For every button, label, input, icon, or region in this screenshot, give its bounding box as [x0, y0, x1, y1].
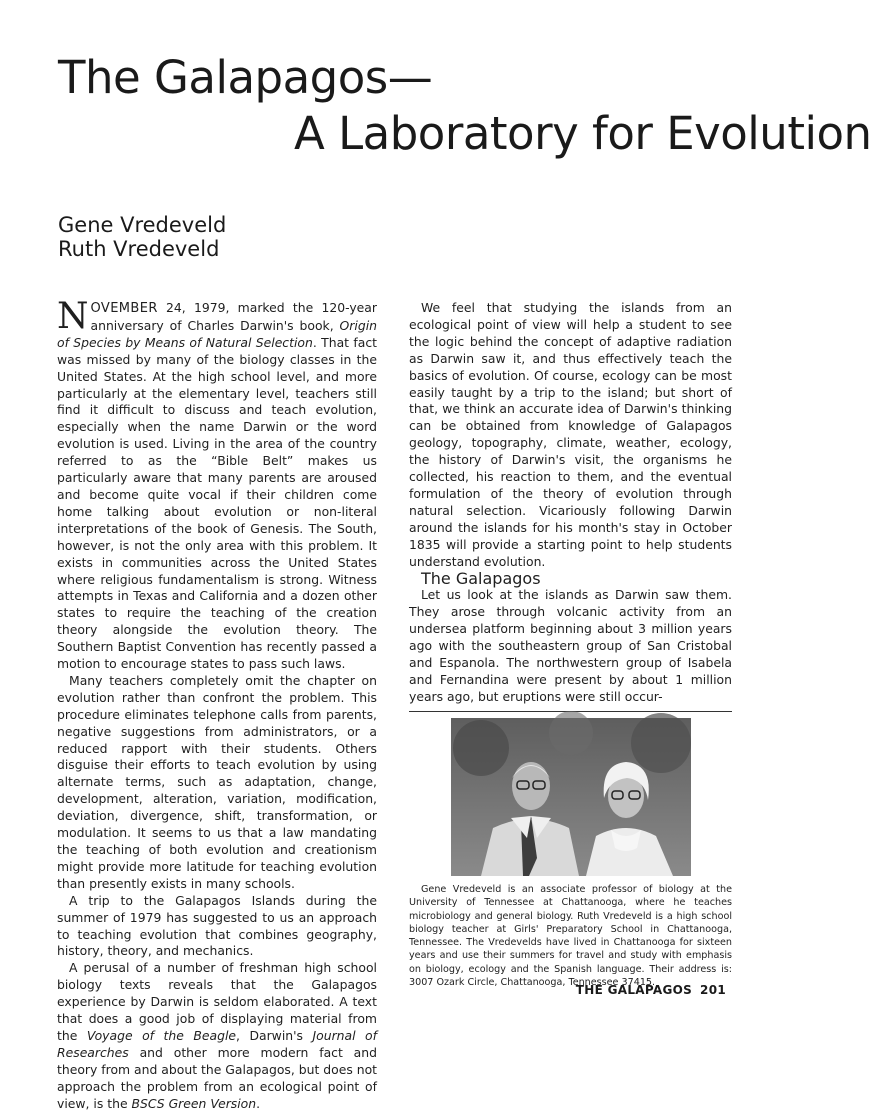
paragraph-5: We feel that studying the islands from an ecological point of view will help a student to see the logic behind the concept of adaptive radiation as Darwin saw it, and thus effectively teach the basics of evolution. Of course, ecology can be most easily taught by a trip to the island; but short of that, we think an accurate idea of Darwin's thinking can be obtained from knowledge of Galapagos geology, topography, climate, weather, ecology, the history of Darwin's visit, the organisms he collected, his reaction to them, and the eventual formulation of the theory of evolution through natural selection. Vicariously following Darwin around the islands for his month's stay in October 1835 will provide a starting point to help students understand evolution.: [409, 300, 732, 569]
p4-text-b: , Darwin's: [236, 1027, 313, 1043]
book-title-bscs: BSCS Green Version: [131, 1095, 257, 1111]
author-gene: Gene Vredeveld: [58, 213, 227, 237]
photo-caption: [409, 883, 732, 989]
book-title-journal: Journal of Researches: [57, 1027, 377, 1060]
running-title: THE GALAPAGOS: [575, 983, 693, 997]
caption-text: Gene Vredeveld is an associate professor of biology at the University of Tennessee at Chattanooga, where he teaches microbiology and general biology. Ruth Vredeveld is a high school biology teacher at Girls' Preparatory School in Chattanooga, Tennessee. The Vredevelds have lived in Chattanooga for sixteen years and use their summers for travel and study with emphasis on biology, ecology and the Spanish language. Their address is: 3007 Ozark Circle, Chattanooga, Tennessee 37415.: [409, 884, 732, 989]
page-number: 201: [700, 983, 726, 997]
opening-smallcaps: OVEMBER: [90, 301, 158, 316]
author-photo-image: [451, 718, 691, 876]
paragraph-6: Let us look at the islands as Darwin saw them. They arose through volcanic activity from an undersea platform beginning about 3 million years ago with the southeastern group of San Cristobal and Espanola. The northwestern group of Isabela and Fernandina were present by about 1 million years ago, but eruptions were still occur-: [409, 587, 732, 704]
paragraph-3: A trip to the Galapagos Islands during the summer of 1979 has suggested to us an approach to teaching evolution that combines geography, history, theory, and mechanics.: [57, 892, 377, 959]
page-footer: [576, 983, 726, 997]
p1-text-b: . That fact was missed by many of the biology classes in the United States. At the high school level, and more particularly at the elementary level, teachers still find it difficult to discuss and teach evolution, especially when the name Darwin or the word evolution is used. Living in the area of the country referred to as the “Bible Belt” makes us particularly aware that many parents are aroused and become quite vocal if their children come home talking about evolution or non-literal interpretations of the book of Genesis. The South, however, is not the only area with this problem. It exists in communities across the United States where religious fundamentalism is strong. Witness attempts in Texas and California and a dozen other states to require the teaching of the creation theory alongside the evolution theory. The Southern Baptist Convention has recently passed a motion to encourage states to pass such laws.: [57, 334, 377, 672]
p4-text-c: and other more modern fact and theory from and about the Galapagos, but does not approach the problem from an ecological point of view, is the: [57, 1044, 378, 1111]
section-heading: The Galapagos: [421, 568, 541, 588]
title-line-1: The Galapagos—: [58, 51, 433, 104]
drop-cap: N: [57, 296, 89, 337]
p4-text-d: .: [256, 1095, 261, 1111]
title-line-2: A Laboratory for Evolution: [294, 107, 872, 160]
p1-text-a: 24, 1979, marked the 120-year anniversary of Charles Darwin's book,: [90, 300, 377, 333]
book-title-origin: Origin of Species by Means of Natural Selection: [57, 317, 377, 350]
paragraph-2: Many teachers completely omit the chapter on evolution rather than confront the problem. This procedure eliminates telephone calls from parents, negative suggestions from administrators, or a reduced rapport with their students. Others disguise their efforts to teach evolution by using alternate terms, such as adaptation, change, development, alteration, variation, modification, deviation, divergence, shift, transformation, or modulation. It seems to us that a law mandating the teaching of both evolution and creationism might provide more latitude for teaching evolution than presently exists in many schools.: [57, 672, 377, 891]
p4-text-a: A perusal of a number of freshman high school biology texts reveals that the Galapagos experience by Darwin is seldom elaborated. A text that does a good job of displaying material from the: [57, 960, 377, 1043]
right-column: [409, 300, 732, 706]
book-title-voyage: Voyage of the Beagle: [86, 1027, 237, 1043]
left-column: [57, 296, 378, 1113]
author-photo: [451, 718, 691, 876]
paragraph-1: [57, 296, 377, 673]
author-ruth: Ruth Vredeveld: [58, 237, 220, 261]
paragraph-4: [57, 960, 377, 1112]
